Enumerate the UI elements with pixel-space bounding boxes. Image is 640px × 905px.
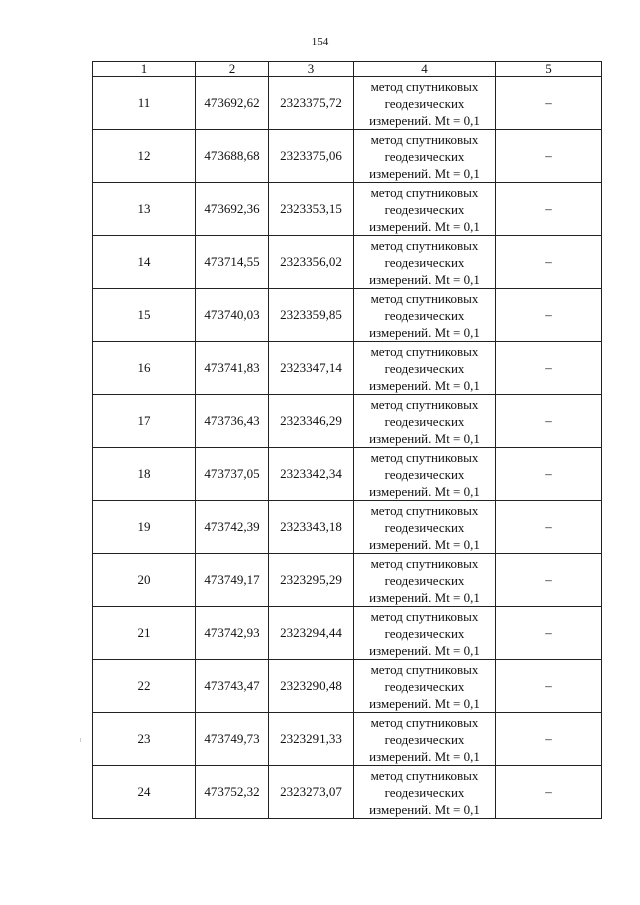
table-row [93, 713, 602, 766]
x-coordinate-cell: 473743,47 [196, 660, 269, 713]
method-line: измерений. Mt = 0,1 [369, 695, 480, 711]
y-coordinate-cell: 2323273,07 [269, 766, 354, 819]
method-cell [354, 554, 496, 607]
y-coordinate-cell: 2323291,33 [269, 713, 354, 766]
note-cell: – [496, 77, 602, 130]
note-cell: – [496, 766, 602, 819]
point-number-cell: 17 [93, 395, 196, 448]
method-cell [354, 766, 496, 819]
point-number-cell: 12 [93, 130, 196, 183]
method-cell [354, 395, 496, 448]
method-line: геодезических [384, 784, 465, 800]
table-row [93, 501, 602, 554]
coordinates-table [92, 61, 602, 819]
y-coordinate-cell: 2323359,85 [269, 289, 354, 342]
y-coordinate-cell: 2323343,18 [269, 501, 354, 554]
column-header-5: 5 [496, 62, 602, 77]
point-number-cell: 22 [93, 660, 196, 713]
method-line: измерений. Mt = 0,1 [369, 589, 480, 605]
method-line: геодезических [384, 466, 465, 482]
method-cell [354, 713, 496, 766]
table-row [93, 289, 602, 342]
y-coordinate-cell: 2323375,72 [269, 77, 354, 130]
x-coordinate-cell: 473737,05 [196, 448, 269, 501]
y-coordinate-cell: 2323375,06 [269, 130, 354, 183]
method-line: метод спутниковых [370, 237, 479, 253]
table-header-row [93, 62, 602, 77]
column-header-2: 2 [196, 62, 269, 77]
x-coordinate-cell: 473740,03 [196, 289, 269, 342]
y-coordinate-cell: 2323353,15 [269, 183, 354, 236]
method-line: геодезических [384, 413, 465, 429]
point-number-cell: 15 [93, 289, 196, 342]
x-coordinate-cell: 473688,68 [196, 130, 269, 183]
y-coordinate-cell: 2323356,02 [269, 236, 354, 289]
x-coordinate-cell: 473692,36 [196, 183, 269, 236]
method-line: метод спутниковых [370, 555, 479, 571]
method-line: метод спутниковых [370, 714, 479, 730]
x-coordinate-cell: 473752,32 [196, 766, 269, 819]
point-number-cell: 19 [93, 501, 196, 554]
x-coordinate-cell: 473692,62 [196, 77, 269, 130]
note-cell: – [496, 395, 602, 448]
method-line: метод спутниковых [370, 343, 479, 359]
method-line: измерений. Mt = 0,1 [369, 377, 480, 393]
x-coordinate-cell: 473742,93 [196, 607, 269, 660]
column-header-3: 3 [269, 62, 354, 77]
note-cell: – [496, 501, 602, 554]
note-cell: – [496, 448, 602, 501]
point-number-cell: 16 [93, 342, 196, 395]
table-row [93, 342, 602, 395]
method-cell [354, 77, 496, 130]
method-line: измерений. Mt = 0,1 [369, 165, 480, 181]
method-line: геодезических [384, 678, 465, 694]
point-number-cell: 23 [93, 713, 196, 766]
method-line: геодезических [384, 254, 465, 270]
point-number-cell: 24 [93, 766, 196, 819]
method-cell [354, 607, 496, 660]
x-coordinate-cell: 473714,55 [196, 236, 269, 289]
table-row [93, 766, 602, 819]
table-row [93, 607, 602, 660]
note-cell: – [496, 607, 602, 660]
method-cell [354, 236, 496, 289]
y-coordinate-cell: 2323347,14 [269, 342, 354, 395]
table-row [93, 77, 602, 130]
method-line: геодезических [384, 519, 465, 535]
page-number: 154 [311, 36, 329, 48]
point-number-cell: 14 [93, 236, 196, 289]
note-cell: – [496, 713, 602, 766]
point-number-cell: 21 [93, 607, 196, 660]
method-line: метод спутниковых [370, 290, 479, 306]
y-coordinate-cell: 2323295,29 [269, 554, 354, 607]
method-cell [354, 130, 496, 183]
note-cell: – [496, 342, 602, 395]
method-line: метод спутниковых [370, 78, 479, 94]
method-line: метод спутниковых [370, 608, 479, 624]
method-cell [354, 289, 496, 342]
method-line: геодезических [384, 201, 465, 217]
note-cell: – [496, 554, 602, 607]
method-line: геодезических [384, 572, 465, 588]
x-coordinate-cell: 473749,73 [196, 713, 269, 766]
method-line: измерений. Mt = 0,1 [369, 642, 480, 658]
method-line: метод спутниковых [370, 131, 479, 147]
method-cell [354, 660, 496, 713]
method-line: метод спутниковых [370, 502, 479, 518]
method-line: геодезических [384, 95, 465, 111]
method-line: измерений. Mt = 0,1 [369, 536, 480, 552]
x-coordinate-cell: 473741,83 [196, 342, 269, 395]
y-coordinate-cell: 2323342,34 [269, 448, 354, 501]
method-line: измерений. Mt = 0,1 [369, 112, 480, 128]
method-cell [354, 448, 496, 501]
table-row [93, 395, 602, 448]
point-number-cell: 13 [93, 183, 196, 236]
method-line: измерений. Mt = 0,1 [369, 218, 480, 234]
note-cell: – [496, 130, 602, 183]
table-row [93, 130, 602, 183]
column-header-4: 4 [354, 62, 496, 77]
y-coordinate-cell: 2323294,44 [269, 607, 354, 660]
method-line: измерений. Mt = 0,1 [369, 801, 480, 817]
method-line: метод спутниковых [370, 449, 479, 465]
point-number-cell: 18 [93, 448, 196, 501]
point-number-cell: 11 [93, 77, 196, 130]
method-line: геодезических [384, 731, 465, 747]
table-row [93, 236, 602, 289]
y-coordinate-cell: 2323290,48 [269, 660, 354, 713]
method-line: измерений. Mt = 0,1 [369, 748, 480, 764]
table-row [93, 183, 602, 236]
note-cell: – [496, 289, 602, 342]
x-coordinate-cell: 473749,17 [196, 554, 269, 607]
table-body [93, 77, 602, 819]
margin-mark [80, 738, 81, 742]
method-line: метод спутниковых [370, 661, 479, 677]
method-cell [354, 342, 496, 395]
method-line: метод спутниковых [370, 767, 479, 783]
note-cell: – [496, 660, 602, 713]
method-line: измерений. Mt = 0,1 [369, 324, 480, 340]
table-row [93, 448, 602, 501]
method-line: измерений. Mt = 0,1 [369, 430, 480, 446]
method-line: геодезических [384, 625, 465, 641]
note-cell: – [496, 183, 602, 236]
x-coordinate-cell: 473742,39 [196, 501, 269, 554]
method-line: геодезических [384, 148, 465, 164]
method-cell [354, 501, 496, 554]
column-header-1: 1 [93, 62, 196, 77]
method-line: метод спутниковых [370, 396, 479, 412]
point-number-cell: 20 [93, 554, 196, 607]
method-line: метод спутниковых [370, 184, 479, 200]
table-row [93, 660, 602, 713]
method-line: измерений. Mt = 0,1 [369, 483, 480, 499]
method-line: измерений. Mt = 0,1 [369, 271, 480, 287]
method-line: геодезических [384, 360, 465, 376]
note-cell: – [496, 236, 602, 289]
method-cell [354, 183, 496, 236]
x-coordinate-cell: 473736,43 [196, 395, 269, 448]
y-coordinate-cell: 2323346,29 [269, 395, 354, 448]
method-line: геодезических [384, 307, 465, 323]
table-row [93, 554, 602, 607]
